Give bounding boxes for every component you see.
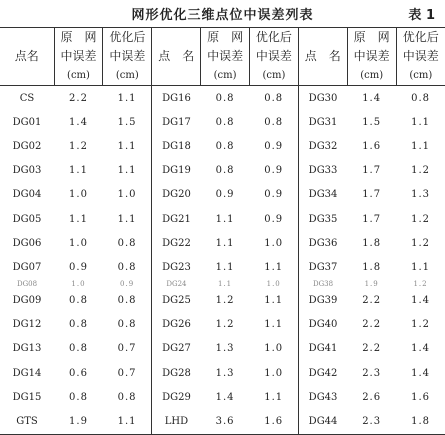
error-value-cell: 0.8 xyxy=(117,261,137,273)
table-row xyxy=(0,337,445,361)
point-name-cell: GTS xyxy=(0,409,54,434)
error-value-cell: 1.2 xyxy=(413,279,428,288)
point-name-cell: CS xyxy=(19,92,35,104)
table-row xyxy=(0,361,445,385)
header-opt-1: 优化后 xyxy=(103,28,152,48)
error-value-cell: 1.1 xyxy=(117,140,137,152)
point-name-cell: DG17 xyxy=(152,110,201,134)
error-value-cell: 1.4 xyxy=(411,295,430,307)
error-value-cell: 0.7 xyxy=(117,343,137,355)
point-name-cell: DG27 xyxy=(152,337,201,361)
error-value-cell: 1.5 xyxy=(117,116,137,128)
error-value-cell: 1.7 xyxy=(362,165,382,177)
error-value-cell: 2.2 xyxy=(362,343,382,355)
point-name-cell: DG15 xyxy=(12,391,42,403)
header-error-label: 中误差 xyxy=(250,47,299,66)
error-value-cell: 1.1 xyxy=(215,237,235,249)
error-value-cell: 1.2 xyxy=(411,237,430,249)
error-value-cell: 0.8 xyxy=(69,295,88,307)
error-value-cell: 0.8 xyxy=(117,391,137,403)
point-name-cell: DG08 xyxy=(16,279,38,288)
error-value-cell: 0.7 xyxy=(117,367,137,379)
error-value-cell: 1.4 xyxy=(411,367,430,379)
error-value-cell: 1.1 xyxy=(117,165,137,177)
error-value-cell: 1.2 xyxy=(411,319,430,331)
error-value-cell: 1.8 xyxy=(362,261,382,273)
error-value-cell: 1.1 xyxy=(411,140,430,152)
header-error-label: 中误差 xyxy=(103,47,152,66)
error-value-cell: 1.3 xyxy=(215,367,235,379)
header-unit: (cm) xyxy=(201,66,250,86)
table-row xyxy=(0,255,445,279)
error-value-cell: 1.0 xyxy=(69,189,88,201)
point-name-cell: DG24 xyxy=(152,280,201,289)
error-value-cell: 1.4 xyxy=(362,92,382,104)
header-unit: (cm) xyxy=(250,66,299,86)
error-value-cell: 1.1 xyxy=(69,165,88,177)
error-value-cell: 1.1 xyxy=(264,391,284,403)
table-row xyxy=(0,207,445,231)
error-value-cell: 1.1 xyxy=(117,92,137,104)
error-value-cell: 2.3 xyxy=(347,409,396,434)
error-value-cell: 1.6 xyxy=(362,140,382,152)
error-value-cell: 1.1 xyxy=(215,213,235,225)
header-error-label: 中误差 xyxy=(201,47,250,66)
error-value-cell: 1.1 xyxy=(218,279,233,288)
error-value-cell: 0.8 xyxy=(411,92,430,104)
table-row xyxy=(0,231,445,255)
point-name-cell: DG16 xyxy=(152,86,201,111)
error-value-cell: 1.2 xyxy=(411,165,430,177)
error-value-cell: 1.2 xyxy=(215,319,235,331)
error-value-cell: 1.8 xyxy=(362,237,382,249)
point-name-cell: DG06 xyxy=(12,237,42,249)
point-name-cell: DG26 xyxy=(152,313,201,337)
header-error-label: 中误差 xyxy=(396,47,445,66)
error-value-cell: 0.8 xyxy=(215,92,235,104)
error-value-cell: 1.6 xyxy=(250,409,299,434)
error-value-cell: 1.4 xyxy=(215,391,235,403)
point-name-cell: DG04 xyxy=(12,189,42,201)
point-name-cell: DG34 xyxy=(298,183,347,207)
header-opt-2: 优化后 xyxy=(250,28,299,48)
error-value-cell: 0.8 xyxy=(264,116,284,128)
table-row xyxy=(0,313,445,337)
error-value-cell: 1.1 xyxy=(264,295,284,307)
error-value-cell: 1.1 xyxy=(264,319,284,331)
error-value-cell: 1.0 xyxy=(264,367,284,379)
header-orig-3: 原 网 xyxy=(347,28,396,48)
table-title: 网形优化三维点位中误差列表 xyxy=(131,8,314,23)
error-value-cell: 1.0 xyxy=(266,279,281,288)
point-name-cell: DG01 xyxy=(12,116,42,128)
error-value-cell: 2.6 xyxy=(362,391,382,403)
header-error-label: 中误差 xyxy=(347,47,396,66)
error-value-cell: 0.9 xyxy=(264,189,284,201)
error-value-cell: 0.9 xyxy=(264,213,284,225)
error-value-cell: 0.8 xyxy=(69,343,88,355)
error-value-cell: 0.9 xyxy=(215,189,235,201)
point-name-cell: DG28 xyxy=(152,361,201,385)
error-value-cell: 0.8 xyxy=(215,165,235,177)
header-point-name-1: 点名 xyxy=(0,28,54,86)
error-value-cell: 0.9 xyxy=(264,165,284,177)
error-value-cell: 1.2 xyxy=(69,140,88,152)
table-row xyxy=(0,183,445,207)
point-name-cell: DG12 xyxy=(12,319,42,331)
error-value-cell: 1.7 xyxy=(362,213,382,225)
error-value-cell: 1.3 xyxy=(411,189,430,201)
point-name-cell: DG23 xyxy=(152,255,201,279)
point-name-cell: DG05 xyxy=(12,213,42,225)
table-row-cut xyxy=(0,280,445,289)
error-value-cell: 1.0 xyxy=(117,189,137,201)
error-value-cell: 1.0 xyxy=(69,237,88,249)
table-row xyxy=(0,134,445,158)
point-name-cell: DG39 xyxy=(298,289,347,313)
error-value-cell: 0.8 xyxy=(117,319,137,331)
error-value-cell: 1.6 xyxy=(411,391,430,403)
error-value-cell: 1.5 xyxy=(362,116,382,128)
table-row xyxy=(0,409,445,434)
error-value-cell: 2.2 xyxy=(362,319,382,331)
error-value-cell: 1.2 xyxy=(215,295,235,307)
error-value-cell: 3.6 xyxy=(201,409,250,434)
header-unit: (cm) xyxy=(396,66,445,86)
error-value-cell: 0.9 xyxy=(120,279,135,288)
table-row xyxy=(0,289,445,313)
point-name-cell: DG44 xyxy=(298,409,347,434)
error-value-cell: 2.3 xyxy=(362,367,382,379)
point-name-cell: DG41 xyxy=(298,337,347,361)
header-point-name-2: 点 名 xyxy=(152,28,201,86)
error-value-cell: 0.8 xyxy=(117,237,137,249)
point-name-cell: DG25 xyxy=(152,289,201,313)
error-value-cell: 1.1 xyxy=(215,261,235,273)
point-name-cell: DG37 xyxy=(298,255,347,279)
error-value-cell: 2.2 xyxy=(69,92,88,104)
point-name-cell: DG42 xyxy=(298,361,347,385)
point-name-cell: DG40 xyxy=(298,313,347,337)
error-value-cell: 1.9 xyxy=(54,409,103,434)
error-value-cell: 0.9 xyxy=(264,140,284,152)
error-value-cell: 0.8 xyxy=(215,116,235,128)
point-name-cell: DG36 xyxy=(298,231,347,255)
point-name-cell: DG18 xyxy=(152,134,201,158)
error-value-cell: 0.8 xyxy=(69,391,88,403)
error-value-cell: 0.8 xyxy=(117,295,137,307)
error-value-cell: 1.1 xyxy=(103,409,152,434)
error-value-cell: 1.3 xyxy=(215,343,235,355)
point-name-cell: DG20 xyxy=(152,183,201,207)
point-name-cell: DG43 xyxy=(298,385,347,409)
error-value-cell: 1.4 xyxy=(69,116,88,128)
header-unit: (cm) xyxy=(103,66,152,86)
error-value-cell: 0.8 xyxy=(264,92,284,104)
header-point-name-3: 点 名 xyxy=(298,28,347,86)
point-name-cell: DG02 xyxy=(12,140,42,152)
point-name-cell: DG22 xyxy=(152,231,201,255)
header-error-label: 中误差 xyxy=(54,47,103,66)
table-row xyxy=(0,159,445,183)
point-name-cell: DG33 xyxy=(298,159,347,183)
error-value-cell: 0.8 xyxy=(215,140,235,152)
point-name-cell: DG03 xyxy=(12,165,42,177)
error-value-cell: 1.1 xyxy=(117,213,137,225)
error-value-cell: 0.9 xyxy=(69,261,88,273)
error-value-cell: 1.1 xyxy=(411,116,430,128)
error-value-cell: 0.8 xyxy=(69,319,88,331)
error-value-cell: 1.4 xyxy=(411,343,430,355)
point-name-cell: DG09 xyxy=(12,295,42,307)
point-name-cell: LHD xyxy=(152,409,201,434)
error-value-cell: 1.1 xyxy=(69,213,88,225)
header-opt-3: 优化后 xyxy=(396,28,445,48)
point-name-cell: DG29 xyxy=(152,385,201,409)
table-row xyxy=(0,385,445,409)
point-name-cell: DG07 xyxy=(12,261,42,273)
error-value-cell: 0.6 xyxy=(69,367,88,379)
point-name-cell: DG19 xyxy=(152,159,201,183)
error-value-cell: 1.2 xyxy=(411,213,430,225)
error-value-cell: 1.1 xyxy=(411,261,430,273)
error-value-cell: 1.0 xyxy=(264,237,284,249)
point-name-cell: DG32 xyxy=(298,134,347,158)
table-row xyxy=(0,86,445,111)
error-value-cell: 2.2 xyxy=(362,295,382,307)
header-unit: (cm) xyxy=(54,66,103,86)
point-name-cell: DG14 xyxy=(12,367,42,379)
header-unit: (cm) xyxy=(347,66,396,86)
error-table xyxy=(0,27,445,435)
header-orig-2: 原 网 xyxy=(201,28,250,48)
point-name-cell: DG35 xyxy=(298,207,347,231)
error-value-cell: 1.0 xyxy=(264,343,284,355)
point-name-cell: DG30 xyxy=(298,86,347,111)
point-name-cell: DG31 xyxy=(298,110,347,134)
point-name-cell: DG38 xyxy=(298,280,347,289)
error-value-cell: 1.8 xyxy=(396,409,445,434)
error-value-cell: 1.9 xyxy=(364,279,379,288)
error-value-cell: 1.1 xyxy=(264,261,284,273)
table-body xyxy=(0,86,445,435)
point-name-cell: DG21 xyxy=(152,207,201,231)
header-orig-1: 原 网 xyxy=(54,28,103,48)
point-name-cell: DG13 xyxy=(12,343,42,355)
error-value-cell: 1.0 xyxy=(71,279,86,288)
table-number: 表 1 xyxy=(408,8,435,23)
table-row xyxy=(0,110,445,134)
error-value-cell: 1.7 xyxy=(362,189,382,201)
